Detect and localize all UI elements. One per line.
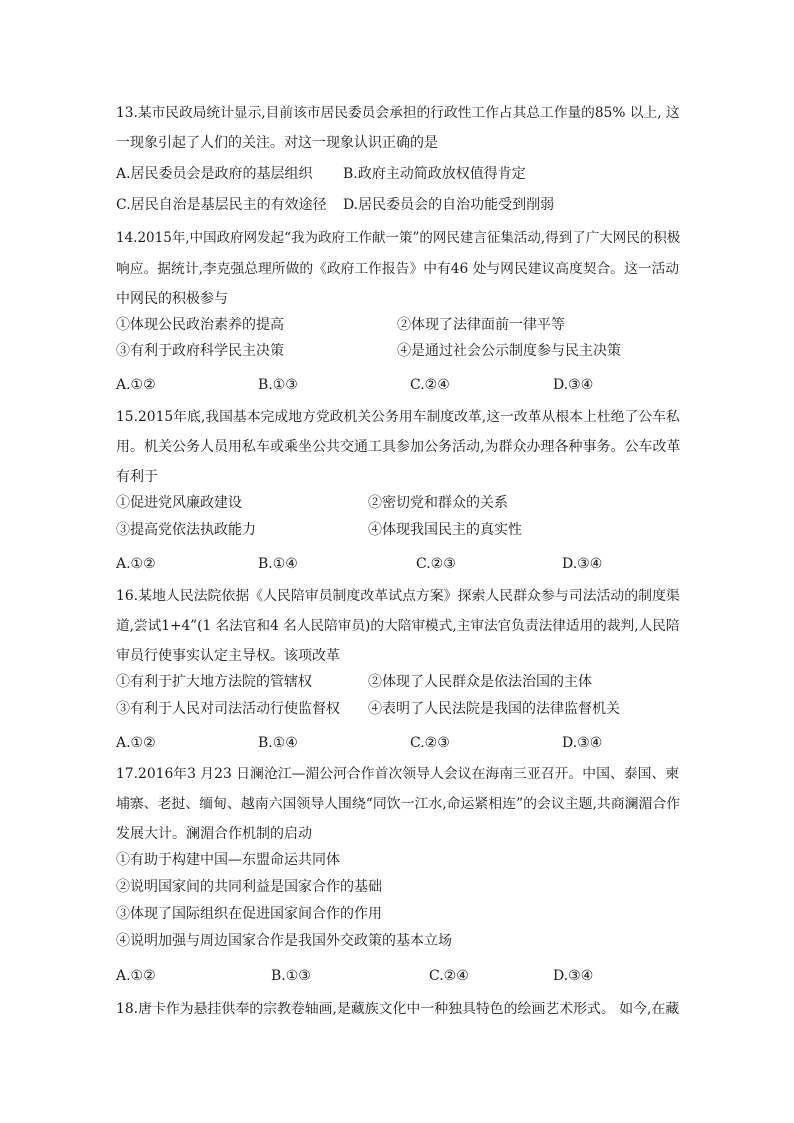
question-14-choice-b: B.①③ (258, 377, 298, 393)
question-17-stem-line-3: 发展大计。澜湄合作机制的启动 (116, 826, 312, 842)
question-15-stem-line-2: 用。机关公务人员用私车或乘坐公共交通工具参加公务活动,为群众办理各种事务。公车改革 (116, 439, 681, 455)
question-16-stem-line-1: 16.某地人民法院依据《人民陪审员制度改革试点方案》探索人民群众参与司法活动的制度渠 (116, 588, 680, 604)
question-15-statement-2: ②密切党和群众的关系 (368, 495, 508, 511)
question-17-choice-d: D.③④ (553, 968, 594, 984)
question-13-choice-c: C.居民自治是基层民主的有效途径 (116, 197, 327, 213)
question-17-choice-b: B.①③ (271, 968, 311, 984)
question-17-statement-3: ③体现了国际组织在促进国家间合作的作用 (116, 906, 382, 922)
question-13-choice-b: B.政府主动简政放权值得肯定 (343, 166, 526, 182)
question-16-choice-b: B.①④ (258, 735, 298, 751)
question-16-stem-line-2: 道,尝试1+4”(1 名法官和4 名人民陪审员)的大陪审模式,主审法官负责法律适用的裁判,人民陪 (116, 618, 680, 634)
question-14-statement-4: ④是通过社会公示制度参与民主决策 (397, 343, 621, 359)
question-14-statement-3: ③有利于政府科学民主决策 (116, 343, 284, 359)
question-17-choice-a: A.①② (116, 968, 156, 984)
question-14-stem-line-2: 响应。据统计,李克强总理所做的《政府工作报告》中有46 处与网民建议高度契合。这一活动 (116, 261, 680, 277)
question-14-choice-c: C.②④ (410, 377, 450, 393)
question-17-statement-1: ①有助于构建中国—东盟命运共同体 (116, 852, 340, 868)
question-16-statement-3: ③有利于人民对司法活动行使监督权 (116, 701, 340, 717)
question-14-statement-2: ②体现了法律面前一律平等 (397, 317, 565, 333)
question-18-stem-line-1: 18.唐卡作为悬挂供奉的宗教卷轴画,是藏族文化中一种独具特色的绘画艺术形式。 如今,在藏 (116, 1001, 680, 1017)
question-17-statement-2: ②说明国家间的共同利益是国家合作的基础 (116, 879, 382, 895)
question-15-choice-b: B.①④ (258, 556, 298, 572)
question-15-choice-a: A.①② (116, 556, 156, 572)
question-15-statement-3: ③提高党依法执政能力 (116, 522, 256, 538)
question-17-statement-4: ④说明加强与周边国家合作是我国外交政策的基本立场 (116, 933, 452, 949)
question-14-stem-line-3: 中网民的积极参与 (116, 291, 228, 307)
question-13-stem-line-1: 13.某市民政局统计显示,目前该市居民委员会承担的行政性工作占其总工作量的85% 以上, 这 (116, 105, 680, 121)
question-14-statement-1: ①体现公民政治素养的提高 (116, 317, 284, 333)
question-16-choice-d: D.③④ (562, 735, 603, 751)
question-15-statement-1: ①促进党风廉政建设 (116, 495, 242, 511)
question-17-stem-line-1: 17.2016年3 月23 日澜沧江—湄公河合作首次领导人会议在海南三亚召开。中国、泰国、柬 (116, 766, 680, 782)
question-16-statement-1: ①有利于扩大地方法院的管辖权 (116, 674, 312, 690)
question-13-choice-d: D.居民委员会的自治功能受到削弱 (343, 197, 555, 213)
question-15-statement-4: ④体现我国民主的真实性 (368, 522, 522, 538)
question-13-stem-line-2: 一现象引起了人们的关注。对这一现象认识正确的是 (116, 135, 438, 151)
question-16-choice-c: C.②③ (410, 735, 450, 751)
question-16-statement-2: ②体现了人民群众是依法治国的主体 (368, 674, 592, 690)
question-14-stem-line-1: 14.2015年,中国政府网发起“我为政府工作献一策”的网民建言征集活动,得到了广大网民的积极 (116, 230, 681, 246)
question-14-choice-a: A.①② (116, 377, 156, 393)
question-17-choice-c: C.②④ (429, 968, 469, 984)
question-15-choice-d: D.③④ (562, 556, 603, 572)
question-16-statement-4: ④表明了人民法院是我国的法律监督机关 (368, 701, 620, 717)
question-15-stem-line-1: 15.2015年底,我国基本完成地方党政机关公务用车制度改革,这一改革从根本上杜绝了公车私 (116, 409, 680, 425)
question-17-stem-line-2: 埔寨、老挝、缅甸、越南六国领导人围绕“同饮一江水,命运紧相连”的会议主题,共商澜湄合作 (116, 796, 681, 812)
question-14-choice-d: D.③④ (553, 377, 594, 393)
question-15-stem-line-3: 有利于 (116, 469, 158, 485)
question-16-choice-a: A.①② (116, 735, 156, 751)
question-16-stem-line-3: 审员行使事实认定主导权。该项改革 (116, 648, 340, 664)
question-15-choice-c: C.②③ (416, 556, 456, 572)
question-13-choice-a: A.居民委员会是政府的基层组织 (116, 166, 313, 182)
